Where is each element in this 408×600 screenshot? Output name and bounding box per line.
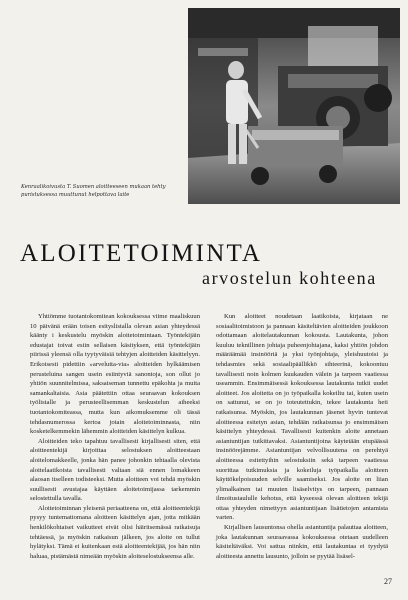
photo-caption: Kenraalikoivusta T. Suomen aloitteeseen mukaan tehty puristuksessa muuttunut helpottava laite [21,184,166,198]
body-paragraph: Aloitteiden teko tapahtuu tavallisesti kirjallisesti siten, että aloitteentekijä kirjoittaa selostuksen aloitteestaan aloitelomakkeelle, jonka hän panee johonkin tehtaalla olevista aloitelaatikoista tavallisesti valtaan siä ennen lomakkeen alaosan itselleen todisteeksi. Mutta aloitteen voi tehdä myöskin suullisesti avustajaa käyttäen aloitetoimijassa tarkemmin selostettulla tavalla. [30,437,200,503]
body-column-right [216,312,388,561]
body-paragraph: Kirjallisen lausuntonsa ohella asiantuntija palauttaa aloitteen, joka lautakunnan seuraavassa kokouksessa otetaan uudelleen käsiteltäväksi. Voi sattua niinkin, että lautakuntaa ei tyydytä aloitteesta annettu lausunto, jolloin se pyytää lisäsel- [216,524,388,560]
factory-photo [188,8,400,204]
article-title: ALOITETOIMINTA [20,240,263,267]
body-paragraph: Aloitetoiminnan yleisenä periaatteena on, että aloitteentekijä pysyy tuntemattomana aloitteen käsittelyn ajan, jotta mitkään henkilökohtaiset vaikutteet eivät olisi häiritsemässä ratkaisuja tehtäessä, ja myöskin ratkaisun jälkeen, jos aloite on tullut hylätyksi. Tämä ei kuitenkaan estä aloitteentekijää, jos hän niin haluaa, pistämästä nimeään myöskin aloiteselostukseensa alle. [30,504,200,560]
page-number: 27 [384,577,392,586]
body-paragraph: Yhtiömme tuotantokomitean kokouksessa viime maaliskuun 10 päivänä erään toisen esityslistalla olevan asian yhteydessä käänty i keskustelu myöskin aloitetoimintaan. Työntekijäin edustajat toivat esiin sellaisen käsityksen, että työntekijäin piirissä yleensä olla tyytyväisiä tehtyjen aloitteiden käsittelyyn. Erikoisesti pidettiin »arvelutta-via» aloitteiden hylkäämisen perusteluina sangen usein esiintyviä sanontoja, son ollut jo yhtiön suunnitelmissa, saksaiseman tunnettu epäkohta ja muita samankaltaisia. Asia päätettiin ottaa seuraavan kokouksen työlistalle ja perusteellisemman keskustelun aiheeksi tuotantokomiteassa, mutta kun aikomuksemme oli tässä tehdasnumerossa kertoa jotain aloitetoiminnasta, niin kosketelkemmekin lähemmin aloitteiden käsittelyn kulkua. [30,313,200,436]
factory-photo-graphic [188,8,400,204]
article-subtitle: arvostelun kohteena [202,268,377,288]
body-column-left [30,312,200,561]
body-paragraph: Kun aloitteet noudetaan laatikoista, kirjataan ne sosiaalitoimistoon ja pannaan käsiteltävien aloitteiden joukkoon odottamaan aloitelautakunnan kokousta. Lautakunta, johon kuuluu teknillinen johtaja puheenjohtajana, kaksi yhtiön johdon määräämää insinööriä ja yksi työnjohtaja, yleishuutoisi ja tehdasmies sekä sosiaalipäällikkö sihteerinä, kokoontuu tavallisesti noin kolmen kuukauden välein ja tarpeen vaatiessa useammin. Ensimmäisessä kokouksessa lautakunta tutkii uudet aloitteet. Jos aloitetta on jo työpaikalla kokeiltu tai, kuten usein on sattunut, se on jo toteutettukin, tekee lautakunta heti ratkaisunsa. Myöskin, jos lautakunnan jäsenet hyvin tuntevat aloitteessa esitetyn asian, tehdään ratkaisunsa jo ensimmäisen käsittelyn yhteydessä. Tavallisesti kuitenkin aloite annetaan asiantuntijan tutkittavaksi. Asiantuntijoina käytetään etupäässä insinöörejämme. Asiantuntijan velvollisuutena on perehtyä aloitteessa esitettyihin selostuksiin sekä tarpeen vaatiessa suorittaa tutkimuksia ja kokeiluja työpaikalla aloitteen käyttökelpoisuuden selville saamiseksi. Jos aloite on liian ylimalkainen tai muuten lisäselvitys on tarpeen, pannaan ilmoitustaululle kehotus, että kyseessä olevan aloitteen tekijä ottaa yhteyden nimettyyn asiantuntijaan lisätietojen antamista varten. [216,313,388,522]
